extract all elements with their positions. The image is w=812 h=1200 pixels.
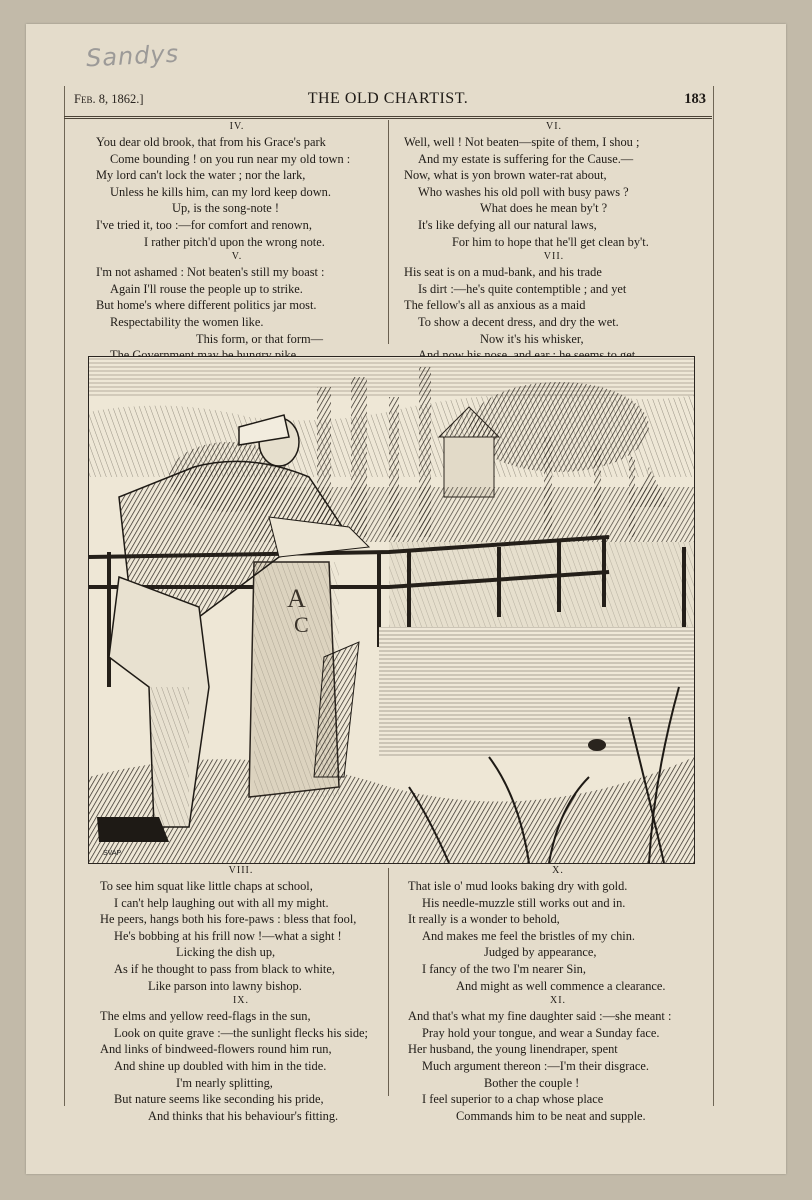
verse-line: Who washes his old poll with busy paws ? xyxy=(418,184,629,199)
verse-line: To show a decent dress, and dry the wet. xyxy=(418,314,619,329)
verse-line: This form, or that form— xyxy=(196,331,323,346)
stanza-number: VI. xyxy=(545,121,563,132)
verse-line: And shine up doubled with him in the tide. xyxy=(114,1058,327,1073)
verse-line: Pray hold your tongue, and wear a Sunday face. xyxy=(422,1025,660,1040)
svg-text:C: C xyxy=(294,612,309,637)
verse-line: It really is a wonder to behold, xyxy=(408,912,560,927)
verse-line: I feel superior to a chap whose place xyxy=(422,1092,604,1107)
verse-line: The elms and yellow reed-flags in the sun, xyxy=(100,1009,311,1024)
verse-line: For him to hope that he'll get clean by't. xyxy=(452,234,649,249)
header-rule-2 xyxy=(64,118,712,119)
verse-line: Bother the couple ! xyxy=(484,1075,580,1090)
column-divider-bottom xyxy=(388,868,389,1096)
verse-line: Well, well ! Not beaten—spite of them, I shou ; xyxy=(404,135,640,149)
verse-line: That isle o' mud looks baking dry with gold. xyxy=(408,879,628,893)
verse-line: Like parson into lawny bishop. xyxy=(148,978,302,993)
verse-line: The fellow's all as anxious as a maid xyxy=(404,298,586,313)
stanza-number: VIII. xyxy=(228,865,254,876)
verse-line: To see him squat like little chaps at school, xyxy=(100,879,313,893)
verse-line: What does he mean by't ? xyxy=(480,201,608,216)
verse-line: It's like defying all our natural laws, xyxy=(418,217,597,232)
verse-line: Come bounding ! on you run near my old town : xyxy=(110,151,351,166)
verse-line: He peers, hangs both his fore-paws : bless that fool, xyxy=(100,912,357,927)
verse-line: Commands him to be neat and supple. xyxy=(456,1108,646,1123)
verse-line: His seat is on a mud-bank, and his trade xyxy=(404,265,602,280)
column-divider-top xyxy=(388,120,389,344)
verse-line: Again I'll rouse the people up to strike. xyxy=(110,281,303,296)
header-date: Feb. 8, 1862.] xyxy=(74,92,144,106)
verse-line: I rather pitch'd upon the wrong note. xyxy=(144,234,325,249)
verse-line: And thinks that his behaviour's fitting. xyxy=(148,1108,339,1123)
page-number: 183 xyxy=(684,91,706,107)
verse-line: His needle-muzzle still works out and in. xyxy=(422,895,626,910)
verse-line: And links of bindweed-flowers round him run, xyxy=(100,1042,332,1057)
header-rule xyxy=(64,116,712,117)
stanza-number: IX. xyxy=(232,995,250,1007)
verse-line: I fancy of the two I'm nearer Sin, xyxy=(422,961,586,976)
column-top-right xyxy=(404,120,704,380)
stanza-number: IV. xyxy=(229,121,245,132)
running-header xyxy=(64,88,712,114)
verse-line: Is dirt :—he's quite contemptible ; and yet xyxy=(418,281,627,296)
verse-line: Judged by appearance, xyxy=(484,945,597,960)
stanza-number: XI. xyxy=(549,995,567,1007)
column-bottom-right xyxy=(408,864,708,1124)
engraving-scene xyxy=(89,357,694,863)
stanza-number: VII. xyxy=(543,251,565,263)
verse-line: Her husband, the young linendraper, spent xyxy=(408,1042,618,1057)
engraving-illustration xyxy=(88,356,695,864)
svg-text:A: A xyxy=(287,584,306,613)
illustration-signature: SVAP xyxy=(103,850,122,857)
verse-line: He's bobbing at his frill now !—what a sight ! xyxy=(114,928,342,943)
column-bottom-left xyxy=(100,864,382,1124)
verse-line: And makes me feel the bristles of my chin. xyxy=(422,928,635,943)
verse-line: But nature seems like seconding his pride, xyxy=(114,1092,324,1107)
pencil-annotation: Sandys xyxy=(85,39,180,73)
verse-line: Respectability the women like. xyxy=(110,314,264,329)
verse-line: You dear old brook, that from his Grace's park xyxy=(96,135,326,149)
header-title: THE OLD CHARTIST. xyxy=(307,90,469,107)
verse-line: Now it's his whisker, xyxy=(480,331,584,346)
verse-line: I can't help laughing out with all my might. xyxy=(114,895,329,910)
verse-line: Up, is the song-note ! xyxy=(172,201,280,216)
verse-line: And might as well commence a clearance. xyxy=(456,978,666,993)
column-top-left xyxy=(96,120,378,380)
verse-line: I'm not ashamed : Not beaten's still my boast : xyxy=(96,265,325,280)
verse-line: I've tried it, too :—for comfort and renown, xyxy=(96,217,312,232)
verse-line: Now, what is yon brown water-rat about, xyxy=(404,168,607,183)
verse-line: And that's what my fine daughter said :—she meant : xyxy=(408,1009,672,1024)
verse-line: My lord can't lock the water ; nor the lark, xyxy=(96,168,306,183)
verse-line: Licking the dish up, xyxy=(176,945,276,960)
verse-line: And my estate is suffering for the Cause.— xyxy=(418,151,634,166)
verse-line: Look on quite grave :—the sunlight flecks his side; xyxy=(114,1025,368,1040)
verse-line: As if he thought to pass from black to white, xyxy=(114,961,335,976)
verse-line: Unless he kills him, can my lord keep down. xyxy=(110,184,331,199)
verse-line: I'm nearly splitting, xyxy=(176,1075,273,1090)
stanza-number: X. xyxy=(552,865,564,876)
stanza-number: V. xyxy=(231,251,243,263)
verse-line: But home's where different politics jar most. xyxy=(96,298,317,313)
verse-line: Much argument thereon :—I'm their disgrace. xyxy=(422,1058,650,1073)
